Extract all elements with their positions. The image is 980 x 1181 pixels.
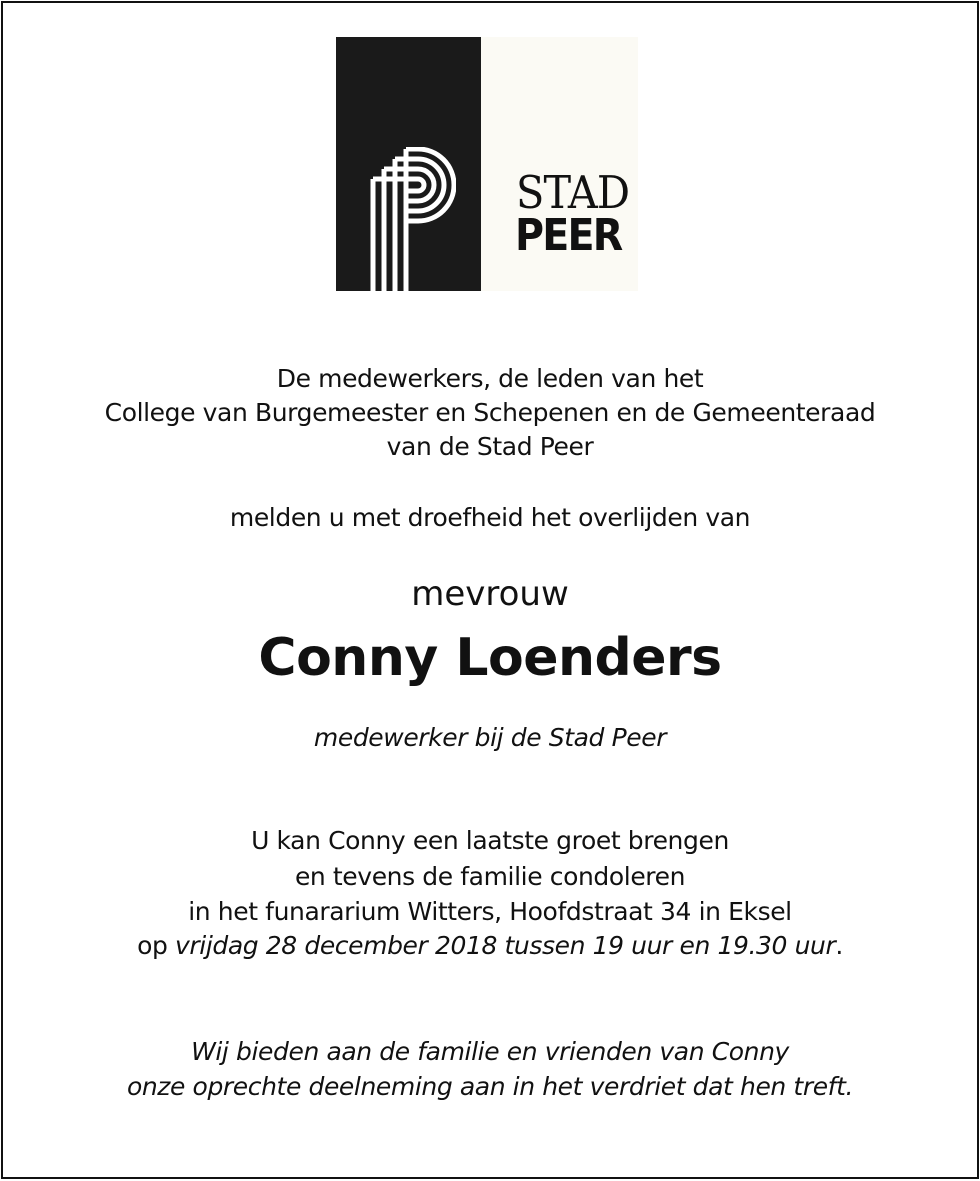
closing-line-2: onze oprechte deelneming aan in het verdriet dat hen treft. (126, 1072, 854, 1101)
stad-peer-mark-icon (370, 147, 456, 293)
info-line-2: en tevens de familie condoleren (294, 862, 686, 891)
info-line-4-suffix: . (835, 931, 843, 960)
logo-text-stad: STAD (516, 166, 630, 219)
salutation: mevrouw (411, 574, 569, 614)
info-line-3: in het funararium Witters, Hoofdstraat 34 in Eksel (188, 897, 792, 926)
deceased-role: medewerker bij de Stad Peer (313, 723, 667, 752)
info-line-4 (0, 929, 980, 963)
info-line-4-prefix: op (137, 931, 176, 960)
announcement: melden u met droefheid het overlijden van (229, 503, 751, 532)
closing-line-1: Wij bieden aan de familie en vrienden van Conny (191, 1037, 789, 1066)
intro-line-3: van de Stad Peer (386, 432, 594, 461)
intro-line-2: College van Burgemeester en Schepenen en de Gemeenteraad (104, 398, 876, 427)
visitation-datetime: vrijdag 28 december 2018 tussen 19 uur en 19.30 uur (175, 931, 836, 960)
deceased-name: Conny Loenders (258, 628, 722, 688)
logo-text-peer: PEER (515, 210, 622, 261)
logo-dark-panel (336, 37, 481, 291)
intro-line-1: De medewerkers, de leden van het (276, 364, 704, 393)
info-line-1: U kan Conny een laatste groet brengen (251, 826, 729, 855)
